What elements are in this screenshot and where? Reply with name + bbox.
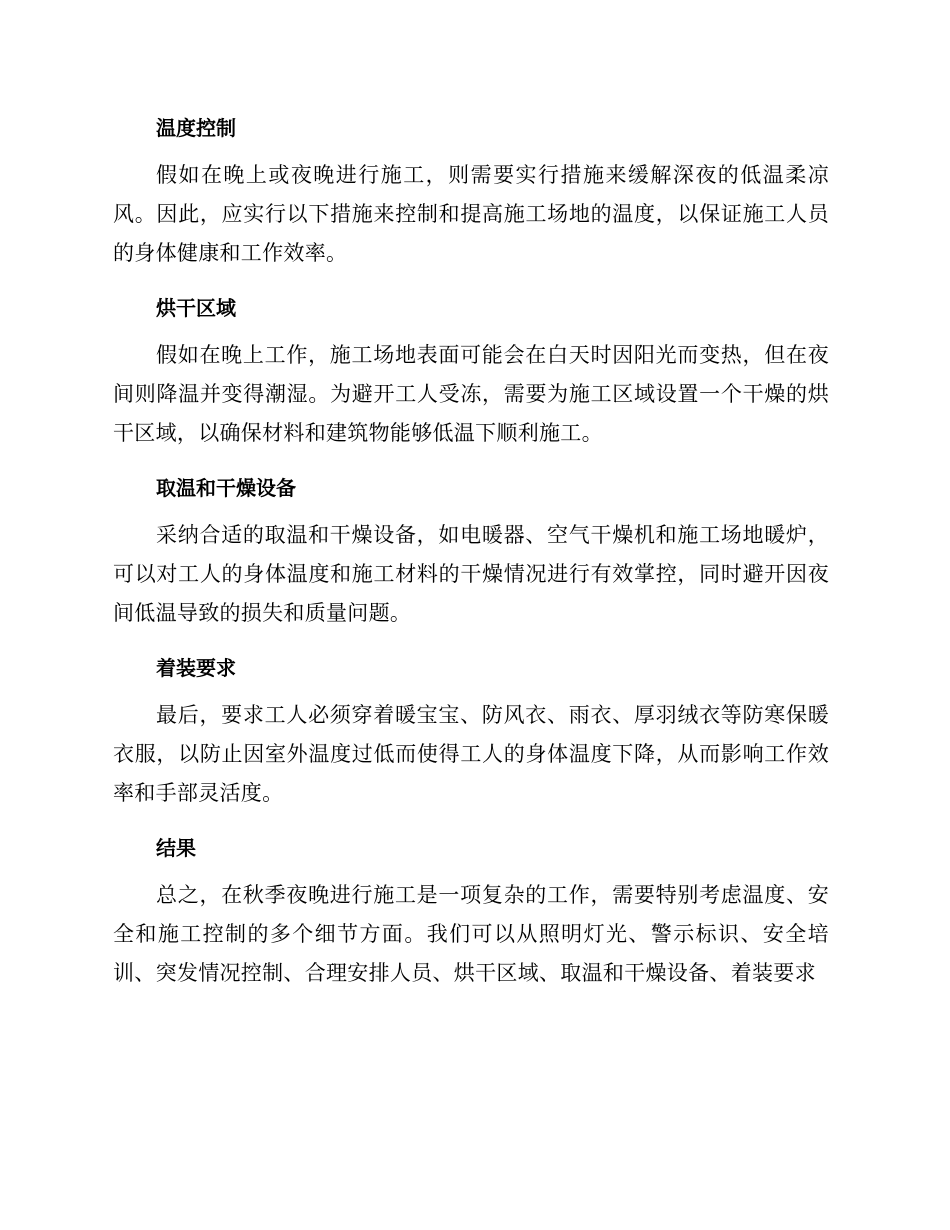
section-paragraph-drying-area: 假如在晚上工作，施工场地表面可能会在白天时因阳光而变热，但在夜间则降温并变得潮湿。为避开工人受冻，需要为施工区域设置一个干燥的烘干区域，以确保材料和建筑物能够低温下顺利施工。: [113, 343, 829, 445]
section-heading-conclusion: 结果: [156, 836, 196, 860]
section-paragraph-conclusion: 总之，在秋季夜晚进行施工是一项复杂的工作，需要特别考虑温度、安全和施工控制的多个细节方面。我们可以从照明灯光、警示标识、安全培训、突发情况控制、合理安排人员、烘干区域、取温和干燥设备、着装要求: [113, 883, 829, 985]
section-heading-dress-code: 着装要求: [156, 656, 236, 680]
section-heading-temperature-control: 温度控制: [156, 116, 236, 140]
section-paragraph-dress-code: 最后，要求工人必须穿着暖宝宝、防风衣、雨衣、厚羽绒衣等防寒保暖衣服，以防止因室外温度过低而使得工人的身体温度下降，从而影响工作效率和手部灵活度。: [113, 703, 829, 805]
section-heading-heating-equipment: 取温和干燥设备: [156, 476, 296, 500]
document-page: [113, 108, 829, 1008]
section-paragraph-heating-equipment: 采纳合适的取温和干燥设备，如电暖器、空气干燥机和施工场地暖炉，可以对工人的身体温度和施工材料的干燥情况进行有效掌控，同时避开因夜间低温导致的损失和质量问题。: [113, 523, 829, 625]
section-heading-drying-area: 烘干区域: [156, 296, 236, 320]
section-paragraph-temperature-control: 假如在晚上或夜晚进行施工，则需要实行措施来缓解深夜的低温柔凉风。因此，应实行以下措施来控制和提高施工场地的温度，以保证施工人员的身体健康和工作效率。: [113, 163, 829, 265]
